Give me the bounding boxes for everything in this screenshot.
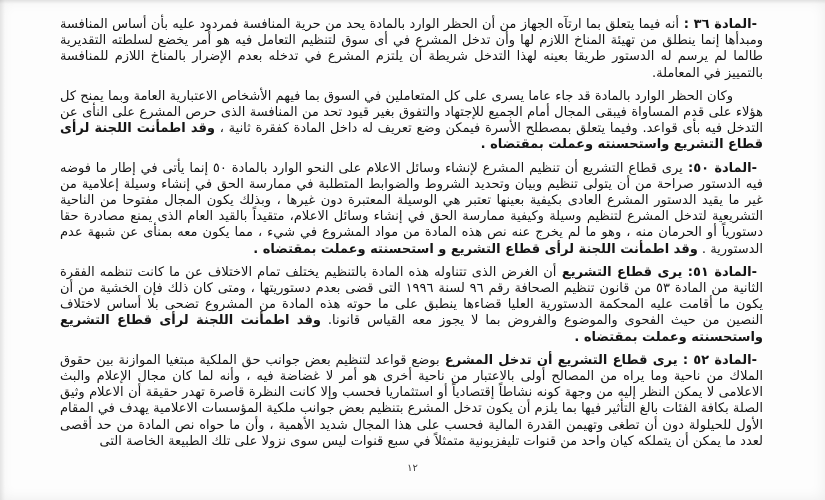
scan-edge-shadow-left [0,0,5,500]
bold-text-segment: وقد اطمأنت اللجنة لرأى قطاع التشريع واستحسنته وعملت بمقتضاه . [60,121,763,153]
body-text-segment: بوضع قواعد لتنظيم بعض جوانب حق الملكية مبتغيا الموازنة بين حقوق الملاك من ناحية وما يراه من المصالح أولى بالاعتبار من ناحية أخرى هو أمر لا غضاضة فيه ، وأنه لما كان مجال الإعلام والبث الاعلامى لا يمكن النظر إليه من وجهة كونه نشاطاً إقتصادياً أو استثماريا فحسب وإلا كانت النظرة قاصرة تهدر حقيقة أن الاعلام وثيق الصلة بكافة الفئات بالغ التأثير فيها بما يلزم أن يكون تدخل المشرع بتنظيم بعض جوانب ملكية المؤسسات الاعلامية يهدف في المقام الأول للحيلولة دون أن تطغى وتهيمن القدرة المالية فحسب على هذا المجال شديد الأهمية ، وأن ما حواه نص المادة من حد أقصى لعدد ما يمكن أن يتملكه كيان واحد من قنوات تليفزيونية متمثلاً في سبع قنوات ليس سوى نزولا على تلك الطبيعة الخاصة التى [60,352,763,449]
article-52-paragraph [60,353,763,450]
body-text-segment: يرى قطاع التشريع أن تنظيم المشرع لإنشاء وسائل الاعلام على النحو الوارد بالمادة ٥٠ إنما يأتى في إطار ما فوضه فيه الدستور صراحة من أن يتولى تنظيم وبيان وتحديد الشروط والضوابط المتطلبة في ممارسة الحق في إنشاء وسيلة إعلامية من غير ما يقيد الدستور المشرع العادى بكيفية بعينها تعتبر هي الوسيلة المعتبرة دون غيرها ، وبذلك يكون المجال مفتوحا من الناحية التشريعية لتدخل المشرع لتنظيم وسيلة وكيفية ممارسة الحق في إنشاء وسائل الاعلام، متقيداً بالقيد العام الذى يمنع مصادرة حقا دستورياً أو الحرمان منه ، وهو ما لم يخرج عنه نص هذه المادة من مواد المشروع في شيء ، مما يكون معه بمنأى عن شبهة عدم الدستورية . [60,160,763,257]
scan-edge-shadow-top [0,0,825,4]
body-text-segment: وكان الحظر الوارد بالمادة قد جاء عاما يسرى على كل المتعاملين في السوق بما فيهم الأشخاص الاعتبارية العامة وبما يمنح كل هؤلاء على قدم المساواة فيبقى المجال أمام الجميع للإجتهاد والتفوق بغير قيود تحد من المنافسة الذى حرص المشرع على النأى عن التدخل فيه بأى قواعد. وفيما يتعلق بمصطلح الأسرة فيمكن وضع تعريف له داخل المادة كفقرة ثانية ، [60,88,763,137]
bold-text-segment: -المادة ٥٠: [682,160,757,176]
bold-text-segment: -المادة ٥٢ : يرى قطاع التشريع أن تدخل المشرع [439,352,757,368]
bold-text-segment: وقد اطمأنت اللجنة لرأى قطاع التشريع و استحسنته وعملت بمقتضاه . [253,241,698,257]
page-number: ١٢ [407,463,418,474]
bold-text-segment: -المادة ٣٦ : [678,17,757,32]
article-36-paragraph [60,17,763,82]
article-50-paragraph [60,161,763,258]
bold-text-segment: وقد اطمأنت اللجنة لرأى قطاع التشريع واستحسنته وعملت بمقتضاه . [60,313,763,345]
body-text-segment: أنه فيما يتعلق بما ارتآه الجهاز من أن الحظر الوارد بالمادة يحد من حرية المنافسة فمردود عليه بأن أساس المنافسة ومبدأها إنما ينطلق من تهيئة المناخ اللازم لها وأن تدخل المشرع في أى سوق لتنظيم التعامل فيه هو أمر يخضع لسلطته التقديرية طالما لم يرسم له الدستور طريقا بعينه لهذا التدخل شريطة أن يلتزم المشرع في تدخله بعدم الإضرار بالمناخ اللازم للمنافسة بالتمييز في المعاملة. [60,17,763,81]
body-text-segment: أن الغرض الذى تتناوله هذه المادة بالتنظيم يختلف تمام الاختلاف عن ما كانت تنظمه الفقرة الثانية من المادة ٥٣ من قانون تنظيم الصحافة رقم ٩٦ لسنة ١٩٩٦ التى قضى بعدم دستوريتها ، ومتى كان ذلك فإن الخشية من أن يكون ما أقامت عليه المحكمة الدستورية العليا قضاءها ينطبق على ما حوته هذه المادة من المشروع تضحى بلا أساس لاختلاف النصين من حيث الفحوى والموضوع والفروض بما لا يجوز معه القياس قانونا. [60,264,764,329]
document-body [60,17,763,457]
article-51-paragraph [60,265,763,346]
article-36-commentary-paragraph [60,89,763,154]
bold-text-segment: -المادة ٥١: يرى قطاع التشريع [556,264,758,280]
